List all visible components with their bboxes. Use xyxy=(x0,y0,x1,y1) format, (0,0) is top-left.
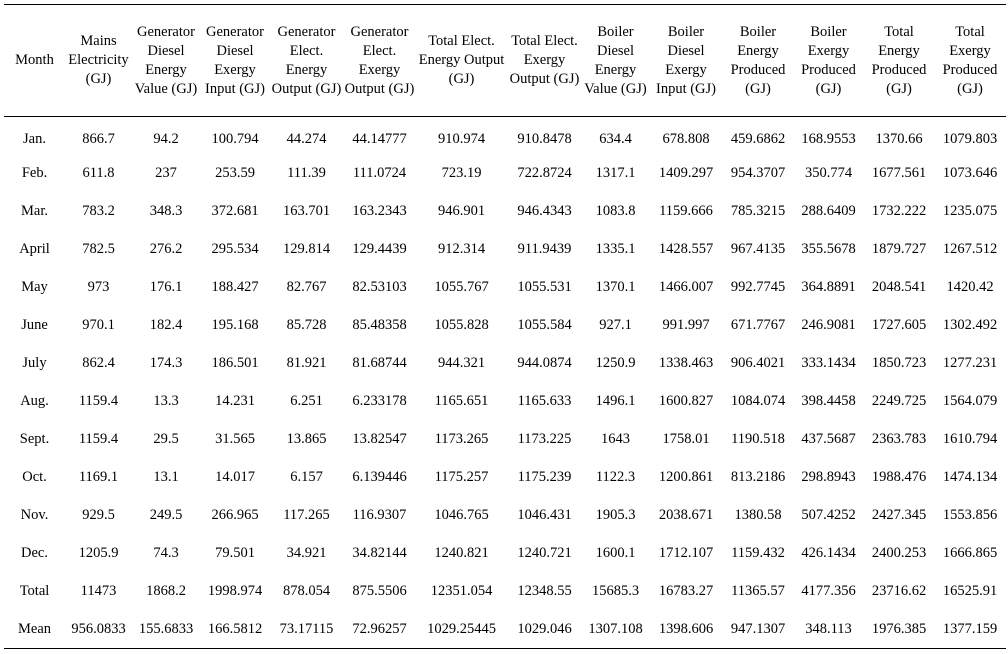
table-cell: 1338.463 xyxy=(658,355,714,371)
table-cell: 1055.767 xyxy=(434,279,489,295)
table-cell: 1165.651 xyxy=(434,393,489,409)
table-row xyxy=(4,535,1006,573)
table-cell: 16783.27 xyxy=(658,583,714,599)
table-cell: 74.3 xyxy=(153,545,179,561)
table-cell: 163.701 xyxy=(282,203,331,219)
table-row xyxy=(4,611,1006,649)
table-cell: 866.7 xyxy=(82,131,115,148)
table-cell: 973 xyxy=(87,279,110,295)
table-cell: 15685.3 xyxy=(591,583,640,599)
table-row xyxy=(4,269,1006,307)
table-cell: 1868.2 xyxy=(146,583,186,599)
table-cell: 298.8943 xyxy=(801,469,856,485)
table-cell: 1420.42 xyxy=(946,279,994,295)
table-cell: 348.3 xyxy=(149,203,183,219)
table-cell: 13.3 xyxy=(153,393,179,409)
row-label-cell: Dec. xyxy=(21,545,48,561)
table-cell: 44.274 xyxy=(286,131,327,148)
table-cell: 1029.046 xyxy=(517,620,572,637)
table-cell: 111.39 xyxy=(287,165,326,181)
table-cell: 2427.345 xyxy=(871,507,927,523)
table-cell: 4177.356 xyxy=(801,583,856,599)
table-cell: 967.4135 xyxy=(730,241,786,257)
column-header: Boiler Diesel Exergy Input (GJ) xyxy=(655,23,716,97)
table-cell: 2400.253 xyxy=(871,545,927,561)
row-label-cell: Nov. xyxy=(20,507,49,523)
row-label-cell: June xyxy=(21,317,48,333)
table-cell: 1055.828 xyxy=(434,317,489,333)
table-cell: 1173.225 xyxy=(517,431,572,447)
row-label-cell: May xyxy=(21,279,48,295)
table-cell: 1496.1 xyxy=(595,393,636,409)
table-cell: 1370.66 xyxy=(875,131,923,148)
column-header: Mains Electricity (GJ) xyxy=(68,33,129,87)
table-cell: 188.427 xyxy=(211,279,259,295)
table-cell: 11473 xyxy=(80,583,117,599)
table-cell: 1277.231 xyxy=(942,355,998,371)
table-cell: 946.901 xyxy=(437,203,486,219)
table-cell: 1235.075 xyxy=(942,203,998,219)
table-cell: 1758.01 xyxy=(662,431,710,447)
table-cell: 1727.605 xyxy=(871,317,927,333)
column-header: Total Exergy Produced (GJ) xyxy=(942,23,998,97)
table-cell: 1083.8 xyxy=(595,203,636,219)
table-row xyxy=(4,383,1006,421)
table-cell: 1610.794 xyxy=(942,431,998,447)
table-cell: 1159.4 xyxy=(78,393,119,409)
table-cell: 288.6409 xyxy=(801,203,856,219)
table-row xyxy=(4,231,1006,269)
table-cell: 970.1 xyxy=(82,317,115,333)
table-row xyxy=(4,345,1006,383)
table-cell: 111.0724 xyxy=(352,165,407,181)
table-cell: 1409.297 xyxy=(658,165,714,181)
table-cell: 1998.974 xyxy=(207,583,263,599)
table-cell: 12348.55 xyxy=(517,583,572,599)
row-label-cell: Mar. xyxy=(21,203,48,219)
table-cell: 723.19 xyxy=(441,165,482,181)
table-cell: 1398.606 xyxy=(658,620,714,637)
table-cell: 372.681 xyxy=(211,203,259,219)
table-cell: 956.0833 xyxy=(71,620,126,637)
table-cell: 910.8478 xyxy=(517,131,572,148)
table-cell: 1079.803 xyxy=(942,131,998,148)
table-cell: 782.5 xyxy=(82,241,115,257)
table-cell: 34.82144 xyxy=(352,545,407,561)
table-cell: 237 xyxy=(155,165,177,181)
table-cell: 100.794 xyxy=(211,131,259,148)
table-cell: 1307.108 xyxy=(588,620,643,637)
row-label-cell: Sept. xyxy=(19,431,50,447)
table-cell: 6.157 xyxy=(290,469,323,485)
table-cell: 910.974 xyxy=(437,131,486,148)
table-cell: 1175.257 xyxy=(434,469,489,485)
table-cell: 29.5 xyxy=(153,431,179,447)
table-cell: 1335.1 xyxy=(595,241,636,257)
table-cell: 1240.721 xyxy=(517,545,572,561)
table-cell: 1850.723 xyxy=(871,355,927,371)
table-cell: 11365.57 xyxy=(731,583,785,599)
column-header: Boiler Energy Produced (GJ) xyxy=(730,23,786,97)
table-cell: 6.139446 xyxy=(352,469,407,485)
table-cell: 947.1307 xyxy=(730,620,786,637)
table-cell: 507.4252 xyxy=(801,507,856,523)
table-cell: 1073.646 xyxy=(942,165,998,181)
table-cell: 81.921 xyxy=(286,355,327,371)
table-cell: 176.1 xyxy=(149,279,183,295)
table-cell: 1317.1 xyxy=(595,165,636,181)
table-cell: 6.251 xyxy=(290,393,323,409)
table-cell: 73.17115 xyxy=(279,620,334,637)
table-cell: 671.7767 xyxy=(730,317,786,333)
table-cell: 168.9553 xyxy=(801,131,856,148)
table-cell: 1712.107 xyxy=(658,545,714,561)
table-cell: 163.2343 xyxy=(352,203,407,219)
column-header: Generator Elect. Exergy Output (GJ) xyxy=(344,23,415,97)
table-cell: 174.3 xyxy=(149,355,183,371)
column-header: Generator Diesel Energy Value (GJ) xyxy=(134,23,198,97)
table-cell: 1553.856 xyxy=(942,507,998,523)
table-cell: 1988.476 xyxy=(871,469,927,485)
table-cell: 195.168 xyxy=(211,317,259,333)
table-cell: 13.82547 xyxy=(352,431,407,447)
table-row xyxy=(4,193,1006,231)
table-cell: 1122.3 xyxy=(595,469,636,485)
table-cell: 1159.432 xyxy=(731,545,785,561)
table-cell: 116.9307 xyxy=(352,507,407,523)
table-row xyxy=(4,421,1006,459)
table-cell: 1643 xyxy=(601,431,630,447)
table-cell: 1905.3 xyxy=(595,507,636,523)
table-cell: 129.4439 xyxy=(352,241,407,257)
column-header: Total Elect. Exergy Output (GJ) xyxy=(509,33,580,87)
column-header: Boiler Exergy Produced (GJ) xyxy=(801,23,856,97)
table-cell: 155.6833 xyxy=(138,620,194,637)
table-cell: 82.53103 xyxy=(352,279,407,295)
table-cell: 13.865 xyxy=(286,431,327,447)
table-cell: 426.1434 xyxy=(801,545,856,561)
column-header: Boiler Diesel Energy Value (GJ) xyxy=(584,23,647,97)
table-cell: 350.774 xyxy=(804,165,853,181)
table-cell: 94.2 xyxy=(153,131,179,148)
table-cell: 186.501 xyxy=(211,355,259,371)
table-cell: 1159.4 xyxy=(78,431,119,447)
table-cell: 253.59 xyxy=(215,165,255,181)
column-header: Month xyxy=(15,52,54,68)
table-cell: 946.4343 xyxy=(517,203,572,219)
table-cell: 117.265 xyxy=(283,507,330,523)
table-cell: 878.054 xyxy=(282,583,331,599)
table-cell: 79.501 xyxy=(215,545,255,561)
column-header: Total Elect. Energy Output (GJ) xyxy=(418,33,505,87)
table-cell: 611.8 xyxy=(82,165,115,181)
table-cell: 246.9081 xyxy=(801,317,856,333)
table-cell: 991.997 xyxy=(662,317,710,333)
table-cell: 927.1 xyxy=(599,317,632,333)
table-cell: 2363.783 xyxy=(871,431,927,447)
table-cell: 785.3215 xyxy=(730,203,786,219)
table-header xyxy=(4,5,1006,117)
table-cell: 437.5687 xyxy=(801,431,856,447)
table-cell: 13.1 xyxy=(153,469,179,485)
column-header: Generator Diesel Exergy Input (GJ) xyxy=(204,23,265,97)
table-row xyxy=(4,497,1006,535)
table-cell: 1377.159 xyxy=(942,620,998,637)
table-cell: 1175.239 xyxy=(517,469,572,485)
row-label-cell: Oct. xyxy=(22,469,47,485)
table-row xyxy=(4,573,1006,611)
table-cell: 85.48358 xyxy=(352,317,407,333)
table-cell: 31.565 xyxy=(215,431,255,447)
table-cell: 1879.727 xyxy=(871,241,927,257)
table-cell: 1732.222 xyxy=(871,203,927,219)
table-row xyxy=(4,459,1006,497)
table-cell: 348.113 xyxy=(805,620,852,637)
row-label-cell: Feb. xyxy=(21,165,48,181)
table-cell: 1474.134 xyxy=(942,469,998,485)
table-cell: 16525.91 xyxy=(942,583,998,599)
table-cell: 364.8891 xyxy=(801,279,856,295)
row-label-cell: Jan. xyxy=(23,131,46,148)
table-row xyxy=(4,307,1006,345)
table-cell: 12351.054 xyxy=(430,583,493,599)
table-cell: 85.728 xyxy=(286,317,327,333)
table-cell: 459.6862 xyxy=(730,131,786,148)
table-cell: 1046.431 xyxy=(517,507,572,523)
table-cell: 2048.541 xyxy=(871,279,927,295)
row-label-cell: Mean xyxy=(17,620,51,637)
table-cell: 1677.561 xyxy=(871,165,927,181)
table-cell: 722.8724 xyxy=(517,165,572,181)
table-cell: 129.814 xyxy=(282,241,331,257)
table-cell: 2249.725 xyxy=(871,393,927,409)
table-cell: 1600.1 xyxy=(595,545,636,561)
table-cell: 906.4021 xyxy=(730,355,786,371)
table-cell: 398.4458 xyxy=(801,393,856,409)
table-cell: 14.231 xyxy=(215,393,255,409)
row-label-cell: July xyxy=(22,355,47,371)
table-cell: 678.808 xyxy=(662,131,710,148)
table-cell: 355.5678 xyxy=(801,241,856,257)
header-row xyxy=(4,5,1006,117)
table-cell: 1250.9 xyxy=(595,355,636,371)
table-cell: 1240.821 xyxy=(434,545,489,561)
table-cell: 862.4 xyxy=(82,355,115,371)
table-cell: 1169.1 xyxy=(78,469,119,485)
table-cell: 44.14777 xyxy=(352,131,407,148)
row-label-cell: April xyxy=(19,241,50,257)
table-cell: 1302.492 xyxy=(942,317,998,333)
table-cell: 2038.671 xyxy=(658,507,714,523)
table-cell: 1055.584 xyxy=(517,317,572,333)
table-cell: 1205.9 xyxy=(78,545,119,561)
table-cell: 912.314 xyxy=(437,241,486,257)
table-cell: 1200.861 xyxy=(658,469,714,485)
table-cell: 1564.079 xyxy=(942,393,998,409)
table-cell: 1466.007 xyxy=(658,279,714,295)
table-cell: 944.321 xyxy=(437,355,486,371)
table-cell: 1267.512 xyxy=(942,241,998,257)
table-cell: 266.965 xyxy=(211,507,259,523)
row-label-cell: Total xyxy=(19,583,50,599)
table-cell: 954.3707 xyxy=(730,165,786,181)
table-cell: 82.767 xyxy=(286,279,327,295)
table-row xyxy=(4,155,1006,193)
table-cell: 14.017 xyxy=(215,469,255,485)
row-label-cell: Aug. xyxy=(20,393,49,409)
table-cell: 1159.666 xyxy=(659,203,713,219)
table-cell: 1600.827 xyxy=(658,393,714,409)
column-header: Generator Elect. Energy Output (GJ) xyxy=(271,23,342,97)
table-cell: 182.4 xyxy=(149,317,183,333)
table-cell: 1055.531 xyxy=(517,279,572,295)
table-cell: 1084.074 xyxy=(730,393,786,409)
table-cell: 276.2 xyxy=(149,241,183,257)
table-cell: 1173.265 xyxy=(434,431,489,447)
table-cell: 81.68744 xyxy=(352,355,407,371)
table-cell: 813.2186 xyxy=(730,469,786,485)
table-cell: 72.96257 xyxy=(352,620,407,637)
table-row xyxy=(4,117,1006,155)
table-cell: 911.9439 xyxy=(517,241,572,257)
table-cell: 333.1434 xyxy=(801,355,856,371)
table-cell: 1428.557 xyxy=(658,241,714,257)
table-cell: 6.233178 xyxy=(352,393,407,409)
table-cell: 166.5812 xyxy=(207,620,263,637)
table-cell: 1165.633 xyxy=(517,393,572,409)
table-cell: 249.5 xyxy=(149,507,183,523)
table-cell: 783.2 xyxy=(82,203,115,219)
table-cell: 1190.518 xyxy=(731,431,785,447)
table-cell: 1380.58 xyxy=(734,507,782,523)
table-cell: 1046.765 xyxy=(434,507,489,523)
table-cell: 1976.385 xyxy=(871,620,927,637)
table-cell: 929.5 xyxy=(82,507,115,523)
energy-exergy-table xyxy=(4,4,1006,649)
table-cell: 295.534 xyxy=(211,241,259,257)
table-cell: 1666.865 xyxy=(942,545,998,561)
table-body xyxy=(4,117,1006,649)
table-cell: 23716.62 xyxy=(871,583,927,599)
table-cell: 875.5506 xyxy=(352,583,407,599)
table-cell: 634.4 xyxy=(599,131,632,148)
table-cell: 944.0874 xyxy=(517,355,572,371)
table-cell: 992.7745 xyxy=(730,279,786,295)
column-header: Total Energy Produced (GJ) xyxy=(871,23,927,97)
table-cell: 34.921 xyxy=(286,545,327,561)
table-cell: 1370.1 xyxy=(595,279,636,295)
table-cell: 1029.25445 xyxy=(427,620,496,637)
